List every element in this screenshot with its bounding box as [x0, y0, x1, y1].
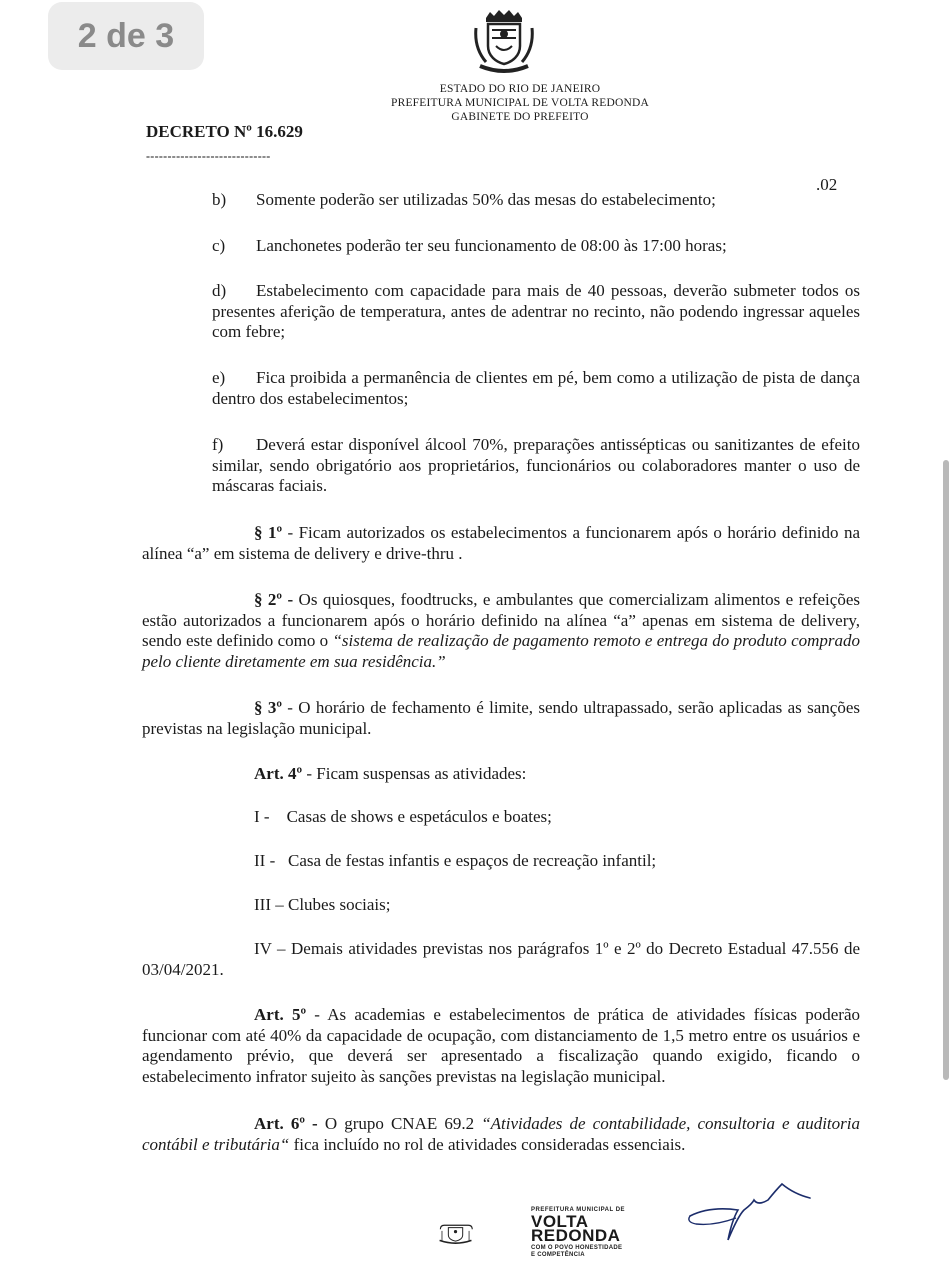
article-4-item-iv	[142, 939, 860, 980]
item-label: d)	[212, 281, 227, 300]
tagline-line: COM O POVO HONESTIDADE	[531, 1245, 623, 1251]
letterhead	[330, 82, 710, 124]
article-text: O grupo CNAE 69.2	[317, 1114, 482, 1133]
paragraph-text: - Ficam autorizados os estabelecimentos a funcionarem após o horário definido na alínea “a” em sistema de delivery e drive-thru .	[142, 523, 860, 563]
coat-of-arms-icon	[472, 8, 536, 74]
signature-icon	[684, 1180, 840, 1254]
item-d	[212, 281, 860, 343]
tagline-line: E COMPETÊNCIA	[531, 1251, 585, 1258]
header-city: PREFEITURA MUNICIPAL DE VOLTA REDONDA	[390, 97, 649, 109]
paragraph-quote: “sistema de realização de pagamento remoto e entrega do produto comprado pelo cliente diretamente em sua residência.”	[142, 631, 861, 671]
article-mark: Art. 5º	[254, 1005, 307, 1024]
article-4	[142, 764, 860, 785]
decree-underline: -----------------------------	[146, 149, 271, 163]
header-office: GABINETE DO PREFEITO	[451, 111, 589, 123]
paragraph-text: - O horário de fechamento é limite, sendo ultrapassado, serão aplicadas as sanções previstas na legislação municipal.	[142, 698, 860, 738]
header-state: ESTADO DO RIO DE JANEIRO	[439, 83, 601, 95]
decree-title: DECRETO Nº 16.629	[146, 122, 303, 141]
item-text: Fica proibida a permanência de clientes em pé, bem como a utilização de pista de dança dentro dos estabelecimentos;	[212, 368, 860, 408]
scrollbar[interactable]	[943, 460, 949, 1080]
paragraph-1	[142, 523, 860, 564]
city-logo-icon	[438, 1206, 528, 1262]
paragraph-mark: § 2º -	[254, 590, 294, 609]
item-text: Lanchonetes poderão ter seu funcionamento de 08:00 às 17:00 horas;	[256, 236, 727, 255]
article-mark: Art. 6º -	[254, 1114, 318, 1133]
item-e	[212, 368, 860, 409]
article-text: fica incluído no rol de atividades consideradas essenciais.	[289, 1134, 686, 1154]
article-4-item-iii	[142, 895, 860, 916]
page-number: .02	[816, 175, 838, 194]
page-indicator: 2 de 3	[48, 2, 204, 70]
article-4-item-ii	[142, 851, 860, 872]
article-mark: Art. 4º	[254, 764, 303, 783]
paragraph-text: Os quiosques, foodtrucks, e ambulantes que comercializam alimentos e refeições estão autorizados a funcionarem após o horário definido na alínea “a” apenas em sistema de delivery, sendo este definido como o	[142, 590, 860, 650]
article-5	[142, 1005, 860, 1087]
item-b	[212, 190, 860, 211]
item-text: Deverá estar disponível álcool 70%, preparações antissépticas ou sanitizantes de efeito similar, sendo obrigatório aos proprietários, funcionários ou colaboradores manter o uso de máscaras faciais.	[212, 435, 860, 495]
article-quote: “Atividades de contabilidade, consultoria e auditoria contábil e tributária“	[142, 1114, 860, 1154]
article-4-item-i	[142, 807, 860, 828]
item-f	[212, 435, 860, 497]
item-text: Estabelecimento com capacidade para mais de 40 pessoas, deverão submeter todos os presentes aferição de temperatura, antes de adentrar no recinto, não podendo ingressar aqueles com febre;	[212, 281, 860, 341]
paragraph-3	[142, 698, 860, 739]
paragraph-2	[142, 590, 860, 672]
brand-small: PREFEITURA MUNICIPAL DE	[531, 1207, 626, 1213]
item-label: e)	[212, 368, 226, 387]
item-label: c)	[212, 236, 226, 255]
list-item-text: I - Casas de shows e espetáculos e boates;	[254, 807, 552, 826]
paragraph-mark: § 1º	[254, 523, 283, 542]
brand-redonda: REDONDA	[531, 1226, 621, 1245]
brand-tagline	[531, 1245, 622, 1258]
item-text: Somente poderão ser utilizadas 50% das mesas do estabelecimento;	[256, 190, 716, 209]
article-text: - As academias e estabelecimentos de prática de atividades físicas poderão funcionar com até 40% da capacidade de ocupação, com distanciamento de 1,5 metro entre os usuários e agendamento prévio, que deverá ser apresentado a fiscalização quando exigido, ficando o estabelecimento infrator sujeito às sanções previstas na legislação municipal.	[142, 1005, 860, 1086]
item-label: b)	[212, 190, 227, 209]
article-text: - Ficam suspensas as atividades:	[302, 764, 527, 783]
paragraph-mark: § 3º	[254, 698, 282, 717]
item-label: f)	[212, 435, 224, 454]
article-6	[142, 1114, 860, 1155]
list-item-text: II - Casa de festas infantis e espaços de recreação infantil;	[254, 851, 657, 870]
item-c	[212, 236, 860, 257]
list-item-text: III – Clubes sociais;	[254, 895, 391, 914]
list-item-text: IV – Demais atividades previstas nos parágrafos 1º e 2º do Decreto Estadual 47.556 de 03/04/2021.	[142, 939, 860, 979]
brand-volta: VOLTA	[531, 1212, 589, 1231]
